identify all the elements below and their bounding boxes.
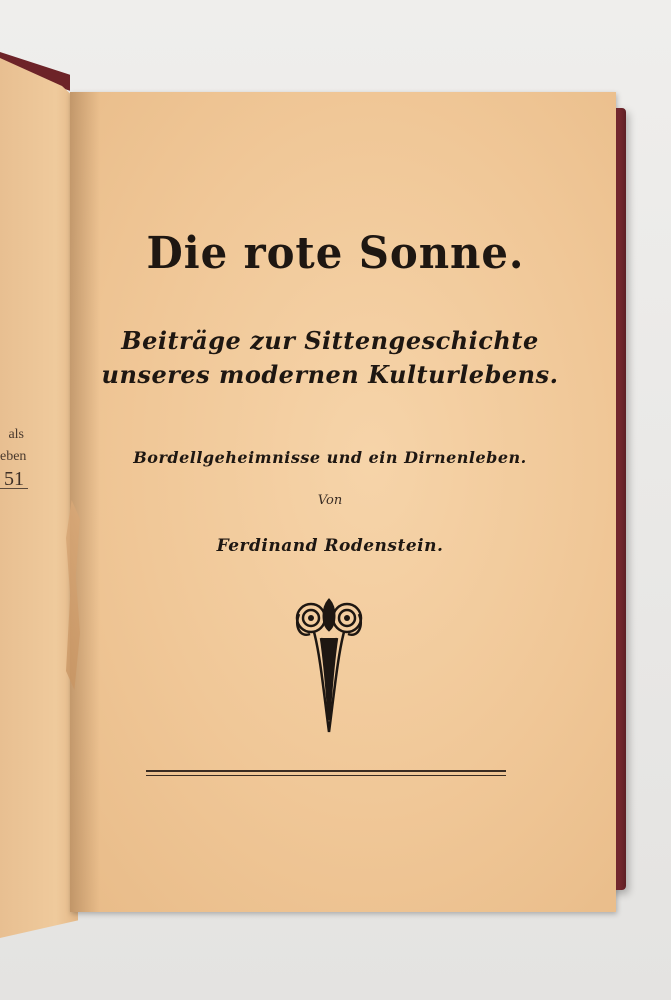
- book-title: Die rote Sonne.: [146, 228, 525, 279]
- left-page-word-als: als: [8, 427, 24, 442]
- page-rule-thin: [146, 775, 506, 776]
- author-name: Ferdinand Rodenstein.: [216, 536, 444, 556]
- art-nouveau-vignette-icon: [294, 594, 364, 736]
- secondary-subtitle: Bordellgeheimnisse und ein Dirnenleben.: [133, 448, 527, 467]
- left-page-word-eben: eben: [0, 449, 27, 464]
- left-page-number: 51: [4, 468, 24, 490]
- subtitle-line-2: unseres modernen Kulturlebens.: [101, 360, 559, 389]
- subtitle-line-1: Beiträge zur Sittengeschichte: [121, 326, 539, 355]
- page-rule-thick: [146, 770, 506, 772]
- by-label: Von: [317, 493, 343, 508]
